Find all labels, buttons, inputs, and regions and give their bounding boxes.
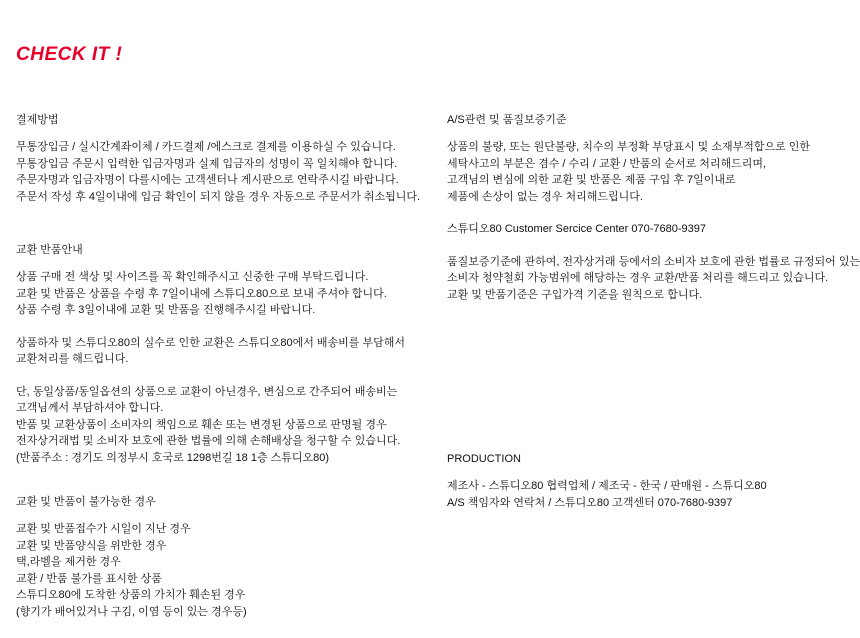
spacer	[447, 441, 847, 451]
section-heading: 교환 반품안내	[16, 244, 83, 256]
spacer	[447, 411, 847, 441]
text-line: 고객님의 변심에 의한 교환 및 반품은 제품 구입 후 7일이내로	[447, 174, 736, 186]
paragraph-customer-center	[447, 221, 847, 238]
text-line: 세탁사고의 부분은 겸수 / 수리 / 교환 / 반품의 순서로 처리해드리며,	[447, 157, 767, 170]
text-line: 상품의 불량, 또는 원단불량, 치수의 부정확 부당표시 및 소재부적합으로 인한	[447, 141, 811, 153]
text-line: 교환 및 반품기준은 구입가격 기준을 원칙으로 합니다.	[447, 288, 703, 301]
text-line: 고객님께서 부담하셔야 합니다.	[16, 402, 164, 414]
text-line: (반품주소 : 경기도 의정부시 호국로 1298번길 18 1층 스튜디오80)	[16, 451, 330, 464]
paragraph	[16, 521, 436, 620]
section-exchange-return-guide	[16, 242, 436, 466]
text-line: 교환처리를 해드립니다.	[16, 353, 129, 365]
paragraph	[16, 269, 436, 319]
paragraph	[16, 335, 436, 368]
text-line: 교환 및 반품양식을 위반한 경우	[16, 539, 167, 552]
text-line: 제품에 손상이 없는 경우 처리해드립니다.	[447, 190, 643, 203]
paragraph	[447, 254, 860, 304]
text-line: 품질보증기준에 관하여, 전자상거래 등에서의 소비자 보호에 관한 법률로 규정되어 있는	[447, 255, 860, 268]
customer-service-contact: 스튜디오80 Customer Sercice Center 070-7680-9397	[447, 223, 706, 235]
paragraph	[447, 139, 847, 205]
text-line: A/S 책임자와 연락처 / 스튜디오80 고객센터 070-7680-9397	[447, 496, 733, 509]
section-heading: 교환 및 반품이 불가능한 경우	[16, 496, 156, 508]
section-production	[447, 451, 847, 511]
text-line: 상품하자 및 스튜디오80의 실수로 인한 교환은 스튜디오80에서 배송비를 부담해서	[16, 336, 405, 349]
text-line: 택,라벨을 제거한 경우	[16, 556, 121, 568]
spacer	[16, 484, 436, 494]
text-line: 상품 수령 후 3일이내에 교환 및 반품을 진행해주시길 바랍니다.	[16, 304, 316, 316]
section-heading: PRODUCTION	[447, 453, 521, 465]
section-non-returnable-cases	[16, 494, 436, 620]
text-line: 무통장입금 주문시 입력한 입금자명과 실제 입금자의 성명이 꼭 일치해야 합니다.	[16, 157, 398, 170]
paragraph	[447, 478, 847, 511]
section-payment-methods	[16, 112, 436, 205]
spacer	[16, 223, 436, 242]
section-heading: 결제방법	[16, 114, 59, 126]
text-line: 전자상거래법 및 소비자 보호에 관한 법률에 의해 손해배상을 청구할 수 있습니다.	[16, 435, 401, 447]
text-line: 제조사 - 스튜디오80 협력업체 / 제조국 - 한국 / 판매원 - 스튜디오80	[447, 480, 767, 492]
text-line: 교환 / 반품 불가를 표시한 상품	[16, 572, 162, 585]
section-heading: A/S관련 및 품질보증기준	[447, 114, 567, 126]
spacer	[447, 321, 847, 351]
text-line: (향기가 배어있거나 구김, 이염 등이 있는 경우등)	[16, 605, 247, 618]
text-line: 스튜디오80에 도착한 상품의 가치가 훼손된 경우	[16, 589, 246, 601]
text-line: 단, 동일상품/동일옵션의 상품으로 교환이 아닌경우, 변심으로 간주되어 배송비는	[16, 385, 398, 398]
paragraph	[16, 384, 436, 467]
text-line: 상품 구매 전 색상 및 사이즈를 꼭 확인해주시고 신중한 구매 부탁드립니다.	[16, 271, 369, 283]
spacer	[447, 381, 847, 411]
text-line: 소비자 청약철회 가능범위에 해당하는 경우 교환/반품 처리를 해드리고 있습니다.	[447, 272, 829, 284]
text-line: 반품 및 교환상품이 소비자의 책임으로 훼손 또는 변경된 상품으로 판명될 경우	[16, 418, 387, 431]
text-line: 주문서 작성 후 4일이내에 입금 확인이 되지 않을 경우 자동으로 주문서가 취소됩니다.	[16, 190, 421, 203]
right-column	[447, 112, 860, 529]
text-line: 교환 및 반품은 상품을 수령 후 7일이내에 스튜디오80으로 보내 주셔야 합니다.	[16, 287, 387, 300]
section-as-quality-warranty	[447, 112, 860, 303]
text-line: 교환 및 반품접수가 시일이 지난 경우	[16, 523, 191, 535]
paragraph	[16, 139, 436, 205]
text-line: 무통장입금 / 실시간계좌이체 / 카드결제 /에스크로 결제를 이용하실 수 있습니다.	[16, 141, 396, 153]
page-title: CHECK IT !	[16, 44, 123, 65]
spacer	[447, 351, 847, 381]
text-line: 주문자명과 입금자명이 다를시에는 고객센터나 게시판으로 연락주시길 바랍니다.	[16, 174, 399, 186]
left-column	[16, 112, 436, 638]
